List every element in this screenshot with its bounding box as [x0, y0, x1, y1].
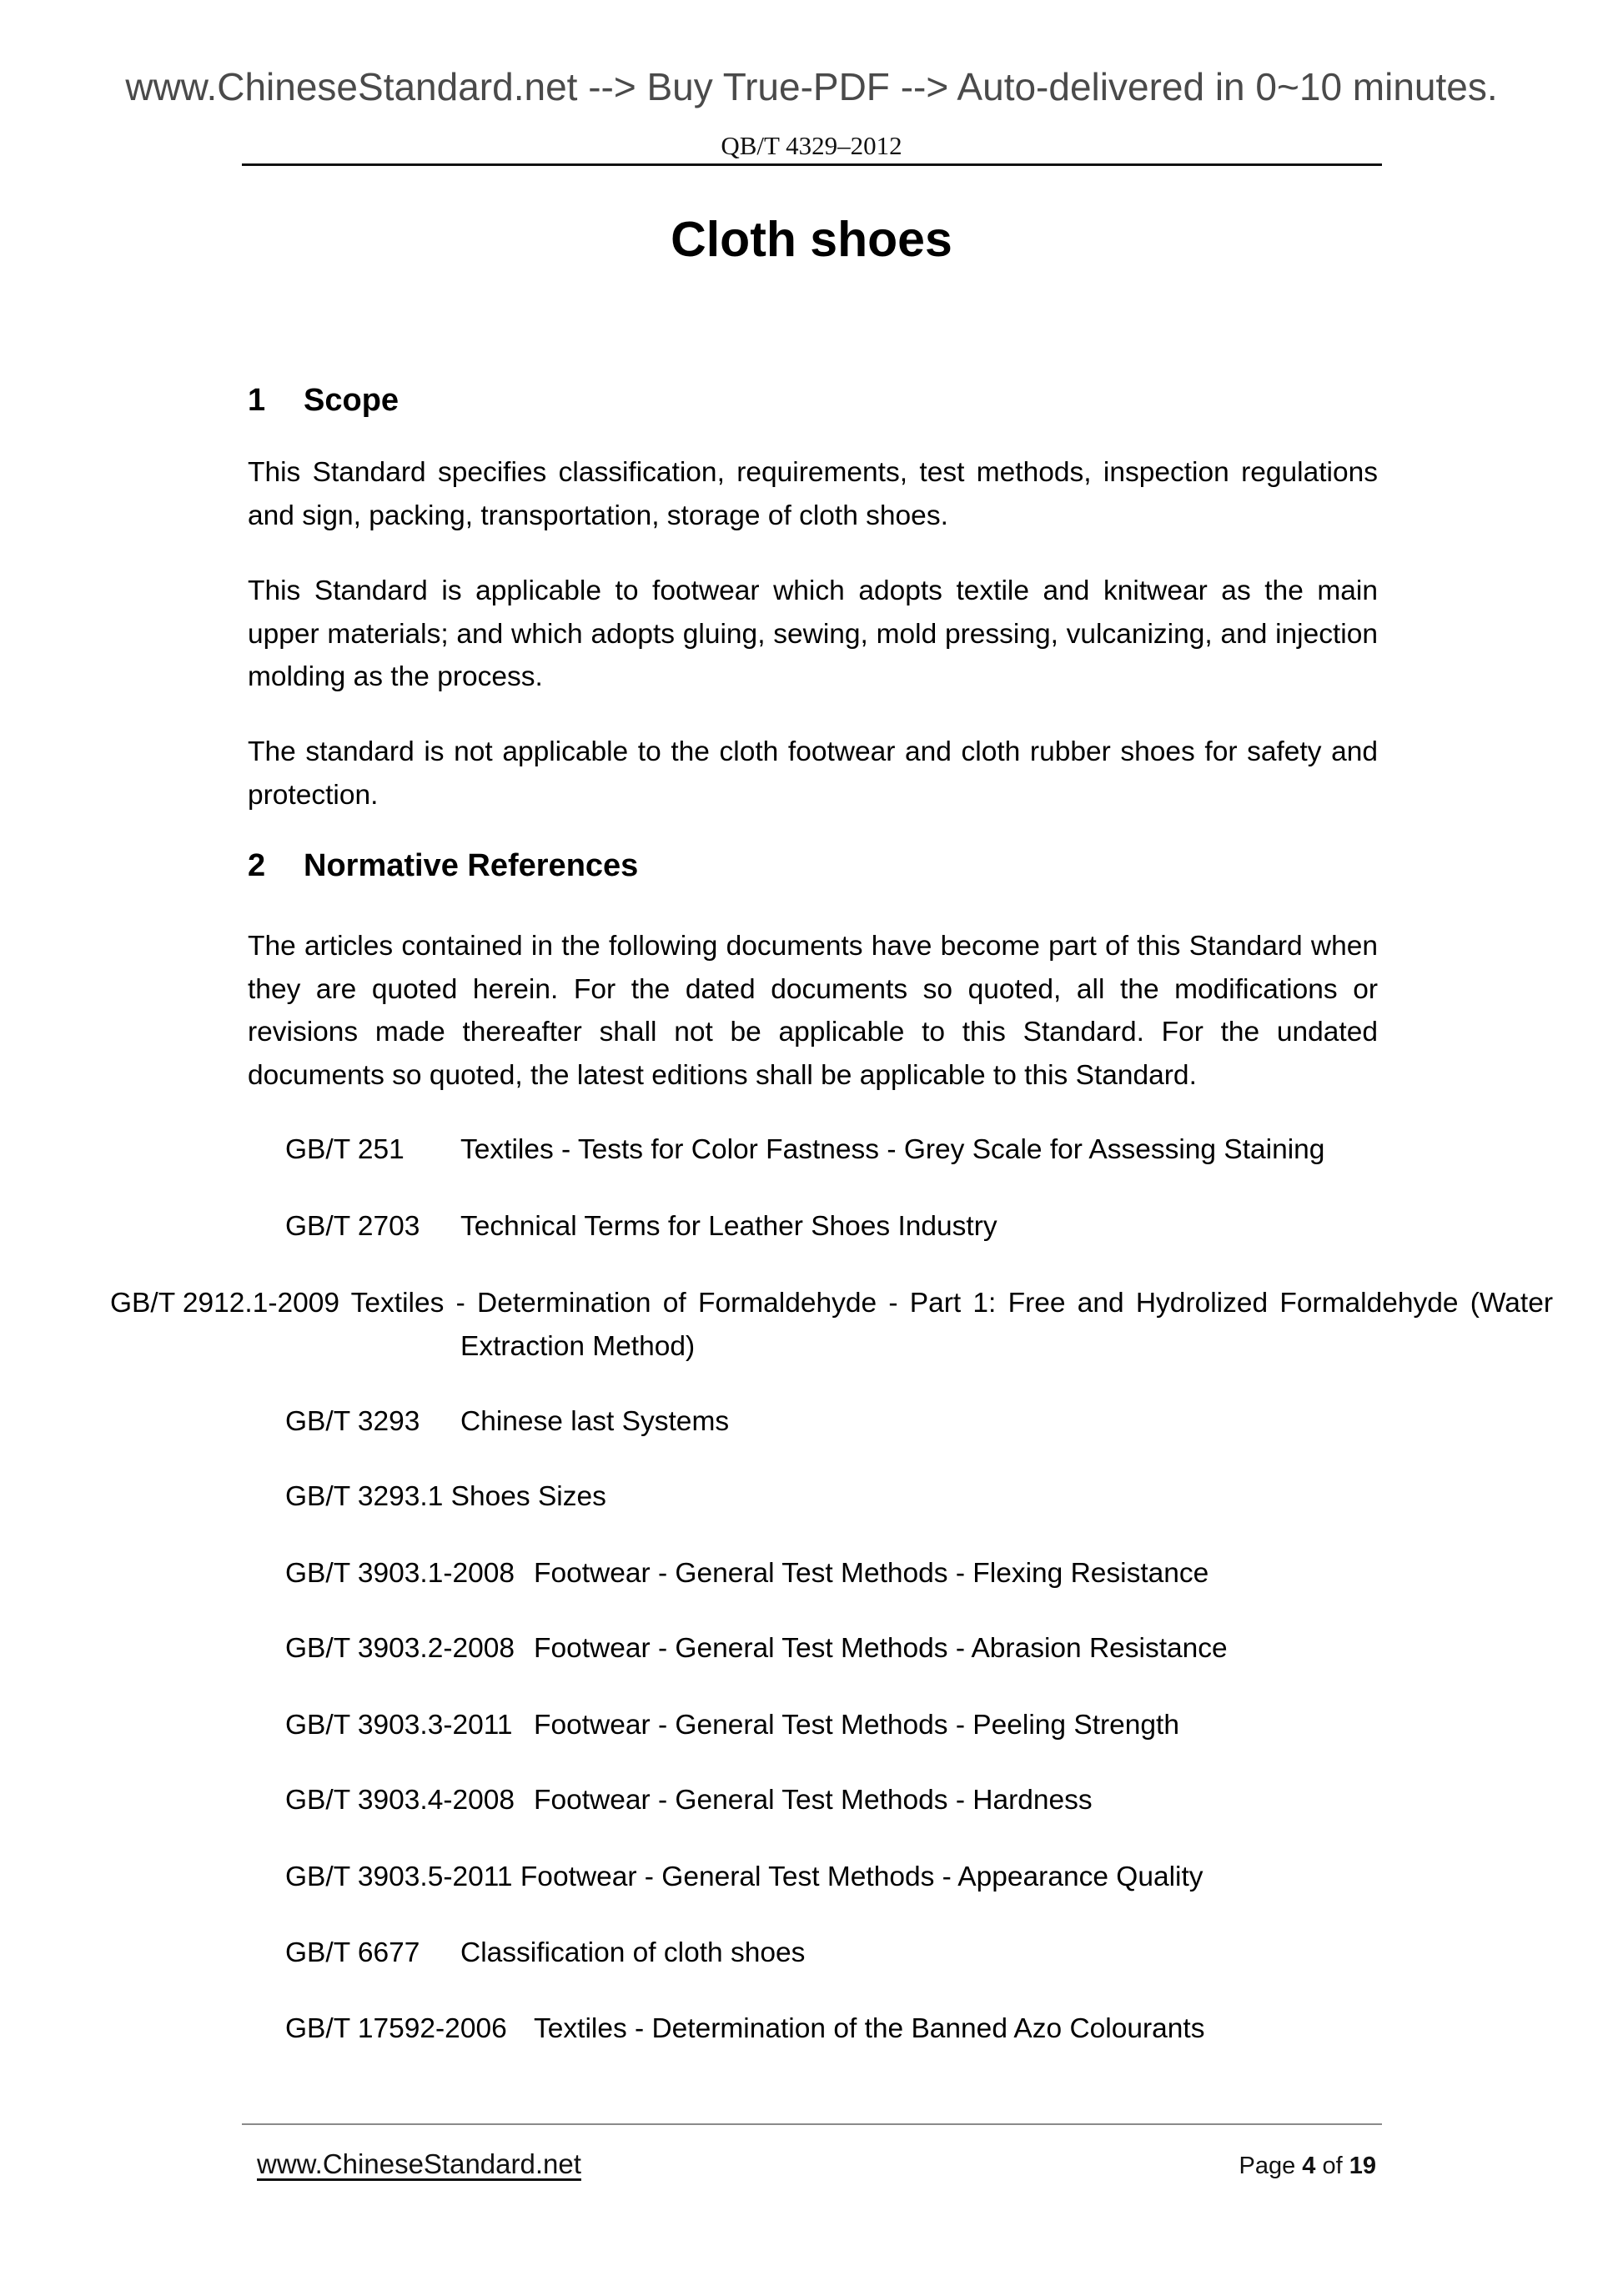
reference-title: Footwear - General Test Methods - Peeling Strength: [534, 1710, 1180, 1741]
reference-code: GB/T 17592-2006: [285, 2013, 507, 2044]
footer-divider: [242, 2123, 1382, 2125]
reference-title: Footwear - General Test Methods - Appearance Quality: [520, 1861, 1203, 1892]
reference-code: GB/T 2912.1-2009: [110, 1288, 340, 1319]
reference-title: Footwear - General Test Methods - Hardness: [534, 1785, 1093, 1816]
reference-title: Textiles - Determination of the Banned Azo Colourants: [534, 2013, 1205, 2044]
reference-item: [285, 1704, 1378, 1747]
page-current: 4: [1302, 2153, 1316, 2179]
reference-title: Textiles - Determination of Formaldehyde - Part 1: Free and Hydrolized Formaldehyde (Water Extraction Method): [350, 1288, 1553, 1362]
reference-code: GB/T 251: [285, 1134, 404, 1165]
reference-title: Footwear - General Test Methods - Flexing Resistance: [534, 1558, 1209, 1589]
reference-code: GB/T 3903.4-2008: [285, 1785, 515, 1816]
footer-website-link[interactable]: www.ChineseStandard.net: [257, 2148, 581, 2179]
reference-code: GB/T 3903.3-2011: [285, 1710, 513, 1741]
header-divider: [242, 163, 1382, 166]
reference-item: [285, 1475, 1378, 1519]
reference-item: [285, 1128, 1378, 1172]
reference-item: [285, 1205, 1378, 1248]
paragraph: The articles contained in the following documents have become part of this Standard when they are quoted herein. For the dated documents so quoted, all the modifications or revisions made thereafter shall not be applicable to this Standard. For the undated documents so quoted, the latest editions shall be applicable to this Standard.: [248, 931, 1378, 1091]
reference-item: [285, 1856, 1378, 1899]
reference-title: Shoes Sizes: [450, 1481, 606, 1512]
reference-code: GB/T 3903.5-2011: [285, 1861, 513, 1892]
reference-code: GB/T 3903.1-2008: [285, 1558, 515, 1589]
reference-title: Textiles - Tests for Color Fastness - Grey Scale for Assessing Staining: [460, 1134, 1325, 1165]
page-total: 19: [1349, 2153, 1376, 2179]
reference-code: GB/T 2703: [285, 1211, 420, 1242]
reference-title: Classification of cloth shoes: [460, 1937, 806, 1968]
reference-item: [285, 2007, 1378, 2051]
reference-title: Chinese last Systems: [460, 1406, 730, 1437]
reference-item: [285, 1779, 1378, 1822]
standard-code: QB/T 4329–2012: [721, 131, 902, 160]
section-number: 1: [248, 383, 266, 418]
reference-item: [285, 1552, 1378, 1595]
reference-item: [285, 1400, 1378, 1444]
section-heading-scope: [248, 382, 399, 419]
section-title: Normative References: [304, 848, 639, 883]
reference-item: [285, 1932, 1378, 1975]
reference-title: Footwear - General Test Methods - Abrasion Resistance: [534, 1633, 1228, 1664]
reference-code: GB/T 3293: [285, 1406, 420, 1437]
reference-code: GB/T 6677: [285, 1937, 420, 1968]
section-title: Scope: [304, 383, 399, 418]
page-label: Page: [1239, 2153, 1296, 2179]
reference-code: GB/T 3903.2-2008: [285, 1633, 515, 1664]
page-of: of: [1322, 2153, 1343, 2179]
paragraph: This Standard is applicable to footwear which adopts textile and knitwear as the main upper materials; and which adopts gluing, sewing, mold pressing, vulcanizing, and injection molding as the process.: [248, 575, 1378, 692]
site-banner: www.ChineseStandard.net --> Buy True-PDF --> Auto-delivered in 0~10 minutes.: [125, 65, 1498, 108]
paragraph: The standard is not applicable to the cloth footwear and cloth rubber shoes for safety and protection.: [248, 736, 1378, 811]
section-number: 2: [248, 848, 266, 883]
page-indicator: [1239, 2152, 1376, 2180]
reference-title: Technical Terms for Leather Shoes Industry: [460, 1211, 997, 1242]
paragraph: This Standard specifies classification, requirements, test methods, inspection regulations and sign, packing, transportation, storage of cloth shoes.: [248, 457, 1378, 531]
reference-code: GB/T 3293.1: [285, 1481, 444, 1512]
page-title: Cloth shoes: [671, 212, 952, 267]
section-heading-normative-references: [248, 847, 638, 884]
reference-item: [110, 1282, 1553, 1368]
reference-item: [285, 1627, 1378, 1671]
